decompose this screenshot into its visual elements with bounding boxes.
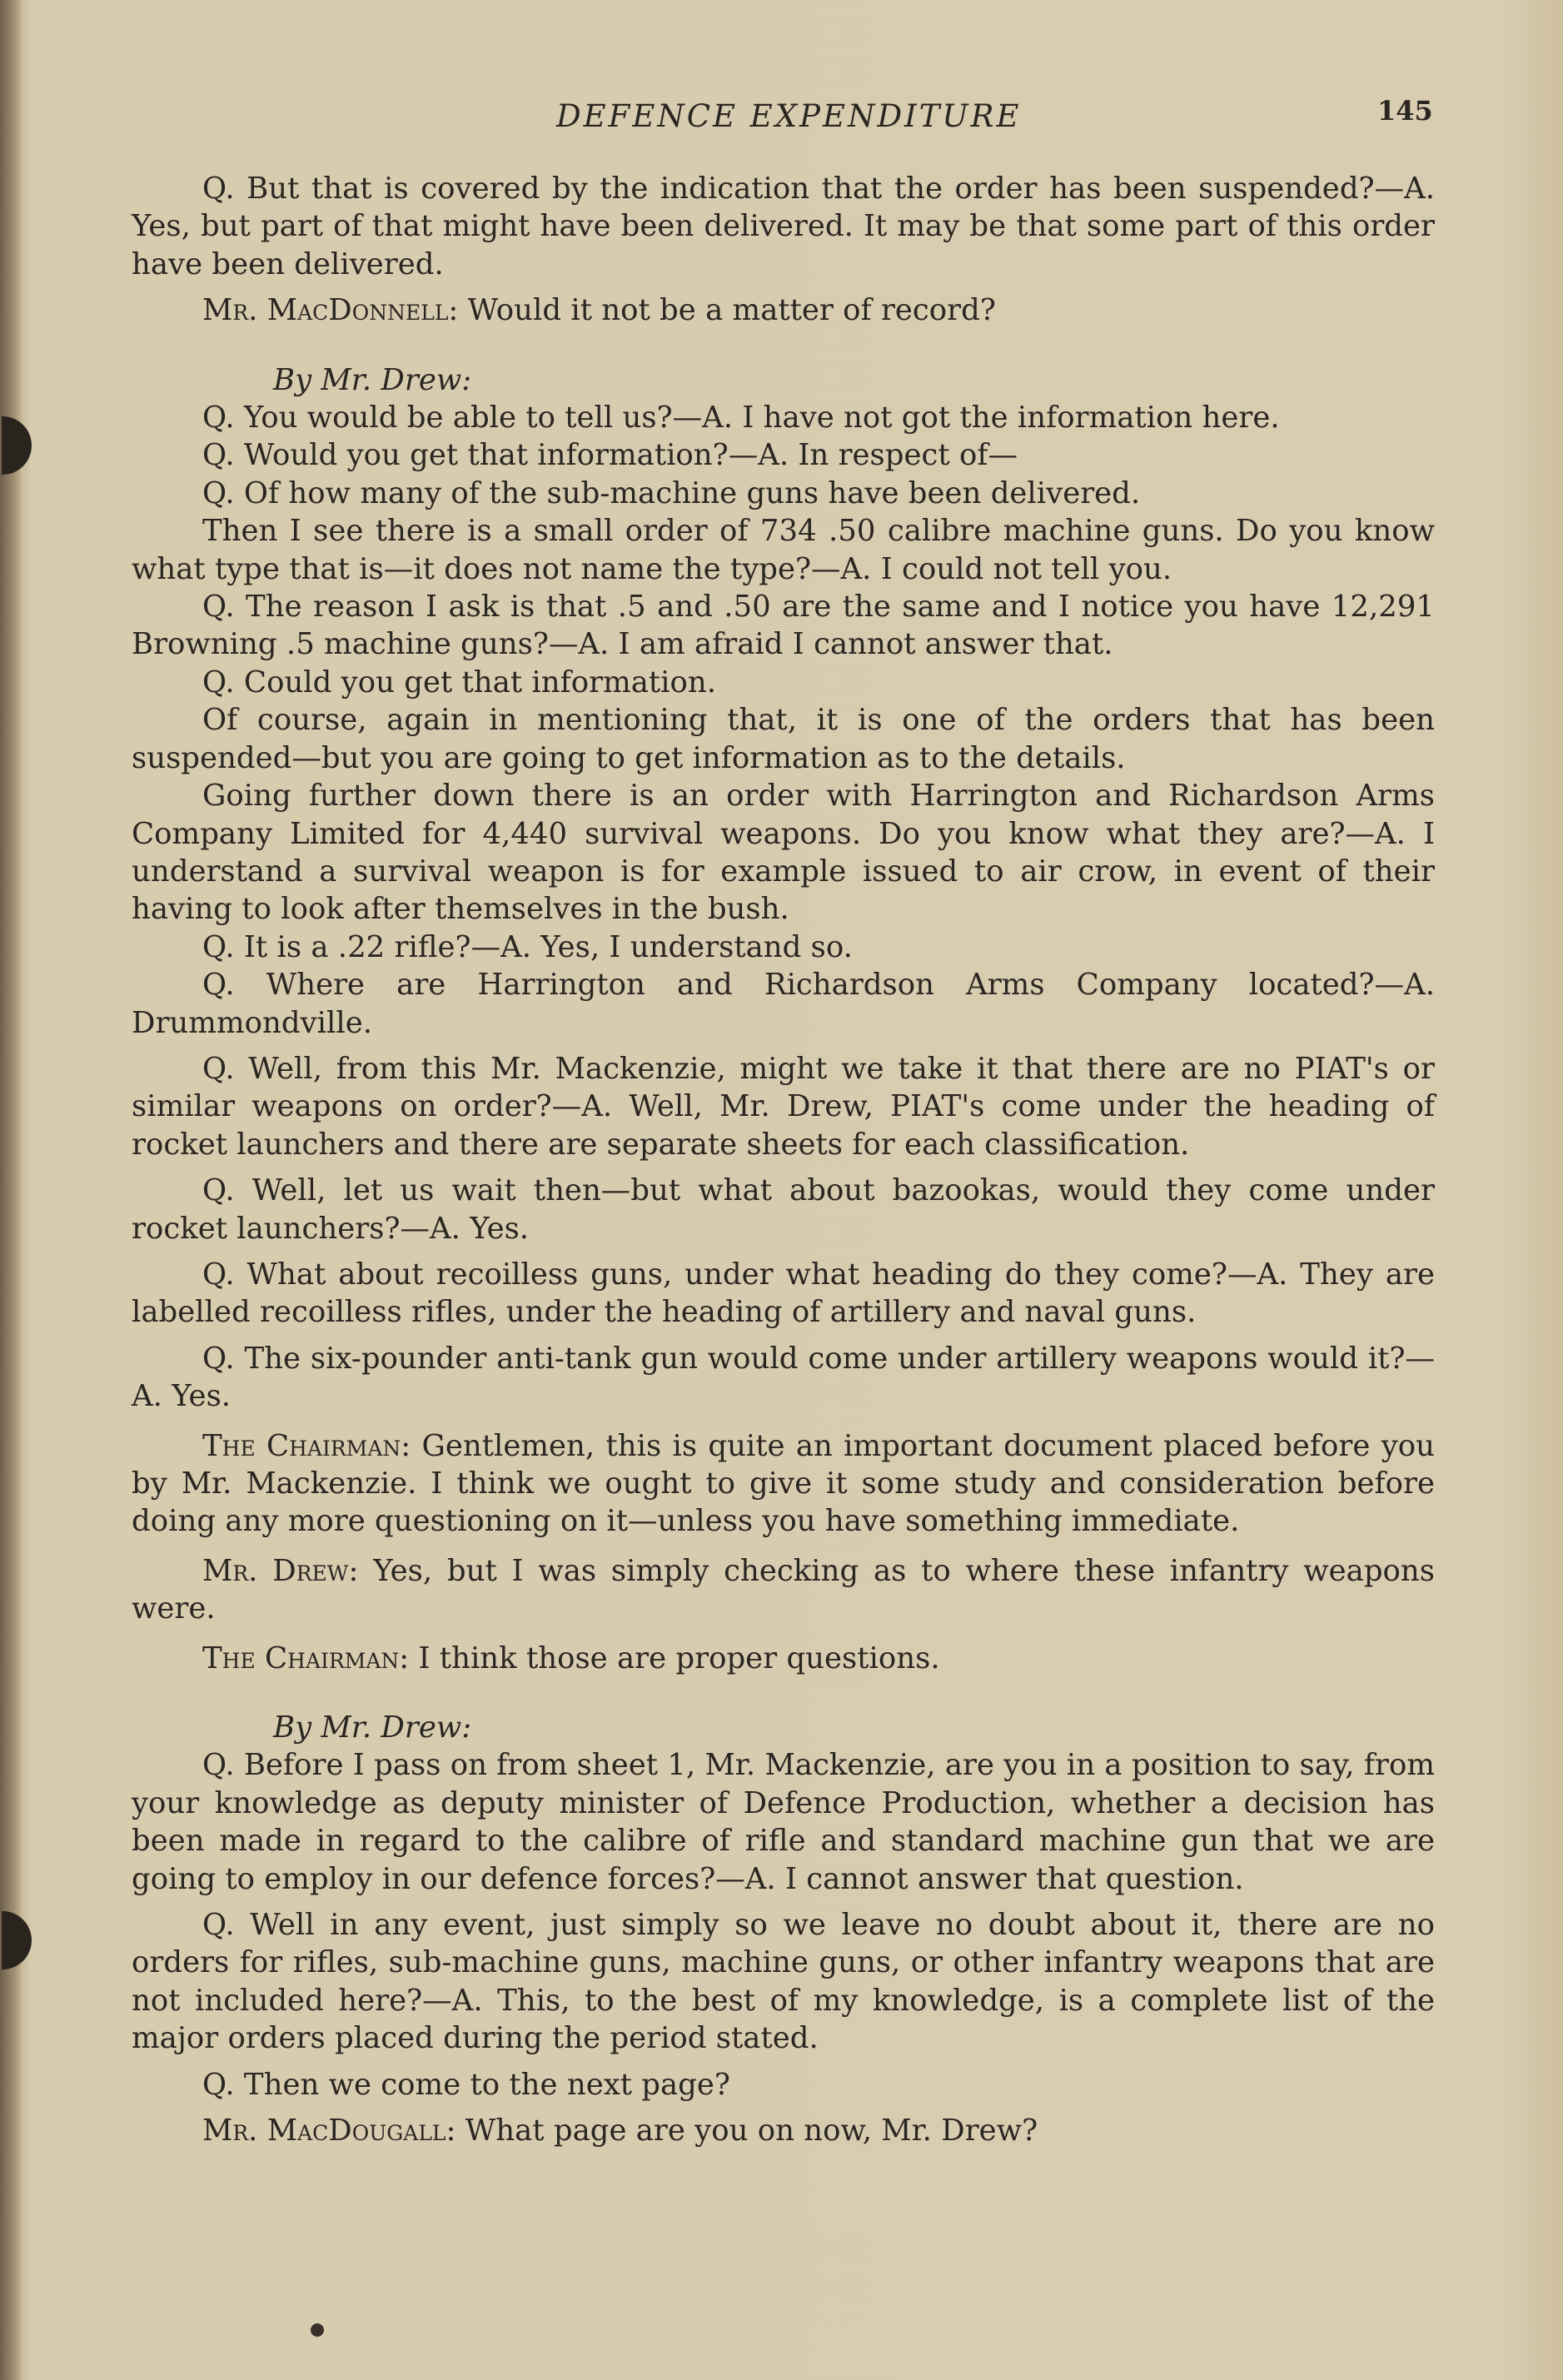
speaker-name: The Chairman: — [202, 1641, 410, 1675]
paragraph: Q. Would you get that information?—A. In respect of— — [202, 438, 1018, 473]
page-number: 145 — [1377, 95, 1433, 127]
speech-text: Would it not be a matter of record? — [458, 293, 996, 328]
paragraph: Q. Well, from this Mr. Mackenzie, might we take it that there are no PIAT's or similar weapons on order?—A. Well, Mr. Drew, PIAT's come under the heading of rocket launchers and there are separate sheets for each classification. — [132, 1051, 1435, 1162]
speaker-name: Mr. MacDonnell: — [202, 293, 459, 328]
paragraph: Then I see there is a small order of 734 .50 calibre machine guns. Do you know what type that is—it does not name the type?—A. I could not tell you. — [132, 514, 1435, 586]
paragraph — [132, 2112, 1435, 2149]
paragraph — [132, 1640, 1435, 1677]
paragraph: Q. Where are Harrington and Richardson Arms Company located?—A. Drummondville. — [132, 968, 1435, 1040]
paragraph: Q. The six-pounder anti-tank gun would come under artillery weapons would it?—A. Yes. — [132, 1341, 1435, 1414]
examiner-heading: By Mr. Drew: — [273, 1710, 472, 1745]
paragraph — [132, 1552, 1435, 1628]
paragraph: Q. Then we come to the next page? — [202, 2067, 730, 2102]
speech-text: What page are you on now, Mr. Drew? — [455, 2114, 1038, 2148]
paragraph: Q. But that is covered by the indication that the order has been suspended?—A. Yes, but part of that might have been delivered. It may be that some part of this order have been delivered. — [132, 172, 1435, 281]
paragraph: Q. What about recoilless guns, under what heading do they come?—A. They are labelled recoilless rifles, under the heading of artillery and naval guns. — [132, 1257, 1435, 1330]
speech-text: Yes, but I was simply checking as to where these infantry weapons were. — [132, 1553, 1436, 1626]
speaker-name: Mr. MacDougall: — [202, 2114, 456, 2148]
paragraph: Q. It is a .22 rifle?—A. Yes, I understand so. — [202, 929, 853, 964]
transcript-body — [132, 170, 1435, 2150]
paragraph: Q. Of how many of the sub-machine guns have been delivered. — [202, 476, 1141, 510]
paragraph: Q. Before I pass on from sheet 1, Mr. Mackenzie, are you in a position to say, from your knowledge as deputy minister of Defence Production, whether a decision has been made in regard to the calibre of rifle and standard machine gun that we are going to employ in our defence forces?—A. I cannot answer that question. — [132, 1748, 1435, 1896]
running-head: DEFENCE EXPENDITURE — [556, 98, 1022, 134]
speech-text: I think those are proper questions. — [409, 1641, 940, 1675]
paragraph: Q. You would be able to tell us?—A. I have not got the information here. — [202, 401, 1280, 436]
paragraph: Going further down there is an order with Harrington and Richardson Arms Company Limited for 4,440 survival weapons. Do you know what they are?—A. I understand a survival weapon is for example issued to air crow, in event of their having to look after themselves in the bush. — [132, 779, 1435, 927]
ink-dot — [311, 2323, 324, 2337]
paragraph: Q. Could you get that information. — [202, 665, 717, 700]
book-binding-edge — [0, 0, 22, 2380]
paragraph: Q. The reason I ask is that .5 and .50 are the same and I notice you have 12,291 Browning .5 machine guns?—A. I am afraid I cannot answer that. — [132, 590, 1435, 662]
paragraph — [132, 291, 1435, 329]
paragraph: Q. Well in any event, just simply so we leave no doubt about it, there are no orders for rifles, sub-machine guns, machine guns, or other infantry weapons that are not included here?—A. This, to the best of my knowledge, is a complete list of the major orders placed during the period stated. — [132, 1908, 1435, 2056]
speaker-name: Mr. Drew: — [202, 1553, 359, 1588]
speech-text: Gentlemen, this is quite an important document placed before you by Mr. Mackenzie. I think we ought to give it some study and consideration before doing any more questioning on it—unless you have something immediate. — [132, 1428, 1435, 1539]
binding-clip-mark — [2, 1911, 32, 1969]
paragraph: Q. Well, let us wait then—but what about bazookas, would they come under rocket launchers?—A. Yes. — [132, 1173, 1435, 1246]
binding-clip-mark — [2, 416, 32, 475]
paragraph: Of course, again in mentioning that, it is one of the orders that has been suspended—but you are going to get information as to the details. — [132, 703, 1435, 775]
paragraph — [132, 1427, 1435, 1541]
speaker-name: The Chairman: — [202, 1428, 411, 1463]
examiner-heading: By Mr. Drew: — [273, 362, 472, 397]
